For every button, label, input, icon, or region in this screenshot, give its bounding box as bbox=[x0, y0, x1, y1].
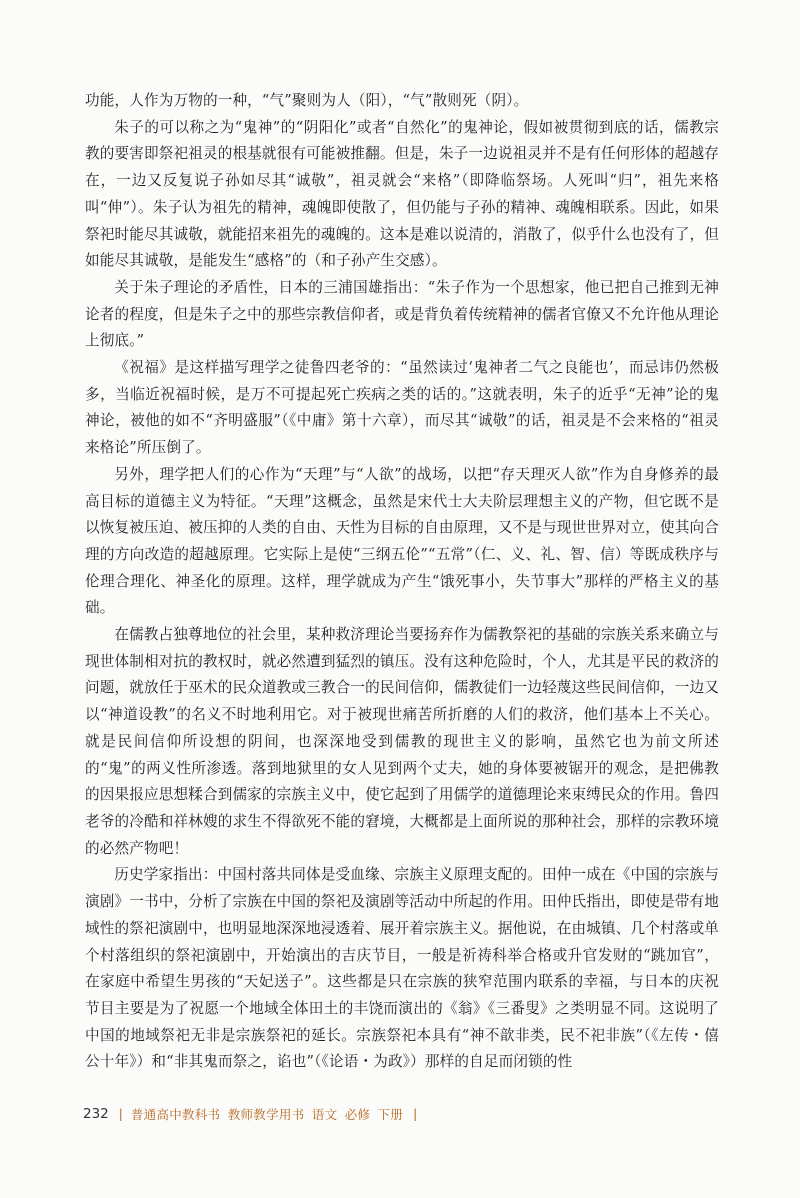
book-series-title: 普通高中教科书 教师教学用书 语文 必修 下册 bbox=[130, 1107, 404, 1122]
page-footer bbox=[83, 1104, 425, 1124]
paragraph: 在儒教占独尊地位的社会里，某种救济理论当要扬弃作为儒教祭祀的基础的宗族关系来确立与现世体制相对抗的教权时，就必然遭到猛烈的镇压。没有这种危险时，个人，尤其是平民的救济的问题，就放任于巫术的民众道教或三教合一的民间信仰，儒教徒们一边轻蔑这些民间信仰，一边又以“神道设教”的名义不时地利用它。对于被现世痛苦所折磨的人们的救济，他们基本上不关心。就是民间信仰所设想的阴间，也深深地受到儒教的现世主义的影响，虽然它也为前文所述的“鬼”的两义性所渗透。落到地狱里的女人见到两个丈夫，她的身体要被锯开的观念，是把佛教的因果报应思想糅合到儒家的宗族主义中，使它起到了用儒学的道德理论来束缚民众的作用。鲁四老爷的冷酷和祥林嫂的求生不得欲死不能的窘境，大概都是上面所说的那种社会，那样的宗教环境的必然产物吧！ bbox=[85, 626, 719, 857]
footer-separator: | bbox=[118, 1107, 123, 1121]
body-text bbox=[85, 88, 719, 1076]
paragraph-continuation: 功能，人作为万物的一种，“气”聚则为人（阳），“气”散则死（阴）。 bbox=[85, 92, 529, 109]
paragraph: 另外，理学把人们的心作为“天理”与“人欲”的战场，以把“存天理灭人欲”作为自身修养的最高目标的道德主义为特征。“天理”这概念，虽然是宋代士大夫阶层理想主义的产物，但它既不是以恢复被压迫、被压抑的人类的自由、天性为目标的自由原理，又不是与现世世界对立，使其向合理的方向改造的超越原理。它实际上是使“三纲五伦”“五常”（仁、义、礼、智、信）等既成秩序与伦理合理化、神圣化的原理。这样，理学就成为产生“饿死事小，失节事大”那样的严格主义的基础。 bbox=[85, 465, 719, 617]
footer-separator-end: | bbox=[413, 1107, 418, 1121]
paragraph: 朱子的可以称之为“鬼神”的“阴阳化”或者“自然化”的鬼神论，假如被贯彻到底的话，儒教宗教的要害即祭祀祖灵的根基就很有可能被推翻。但是，朱子一边说祖灵并不是有任何形体的超越存在，一边又反复说子孙如尽其“诚敬”，祖灵就会“来格”（即降临祭场。人死叫“归”，祖先来格叫“伸”）。朱子认为祖先的精神，魂魄即使散了，但仍能与子孙的精神、魂魄相联系。因此，如果祭祀时能尽其诚敬，就能招来祖先的魂魄的。这本是难以说清的，消散了，似乎什么也没有了，但如能尽其诚敬，是能发生“感格”的（和子孙产生交感）。 bbox=[85, 118, 719, 270]
paragraph: 关于朱子理论的矛盾性，日本的三浦国雄指出：“朱子作为一个思想家，他已把自己推到无神论者的程度，但是朱子之中的那些宗教信仰者，或是背负着传统精神的儒者官僚又不允许他从理论上彻底。” bbox=[85, 278, 719, 350]
page-number: 232 bbox=[83, 1106, 109, 1122]
paragraph: 历史学家指出：中国村落共同体是受血缘、宗族主义原理支配的。田仲一成在《中国的宗族与演剧》一书中，分析了宗族在中国的祭祀及演剧等活动中所起的作用。田仲氏指出，即使是带有地域性的祭祀演剧中，也明显地深深地浸透着、展开着宗族主义。据他说，在由城镇、几个村落或单个村落组织的祭祀演剧中，开始演出的吉庆节目，一般是祈祷科举合格或升官发财的“跳加官”，在家庭中希望生男孩的“天妃送子”。这些都是只在宗族的狭窄范围内联系的幸福，与日本的庆祝节目主要是为了祝愿一个地域全体田土的丰饶而演出的《翁》《三番叟》之类明显不同。这说明了中国的地域祭祀无非是宗族祭祀的延长。宗族祭祀本具有“神不歆非类，民不祀非族”（《左传・僖公十年》）和“非其鬼而祭之，谄也”（《论语・为政》）那样的自足而闭锁的性 bbox=[85, 866, 719, 1071]
paragraph: 《祝福》是这样描写理学之徒鲁四老爷的：“虽然读过‘鬼神者二气之良能也’，而忌讳仍然极多，当临近祝福时候，是万不可提起死亡疾病之类的话的。”这就表明，朱子的近乎“无神”论的鬼神论，被他的如不“齐明盛服”（《中庸》第十六章），而尽其“诚敬”的话，祖灵是不会来格的“祖灵来格论”所压倒了。 bbox=[85, 359, 719, 457]
